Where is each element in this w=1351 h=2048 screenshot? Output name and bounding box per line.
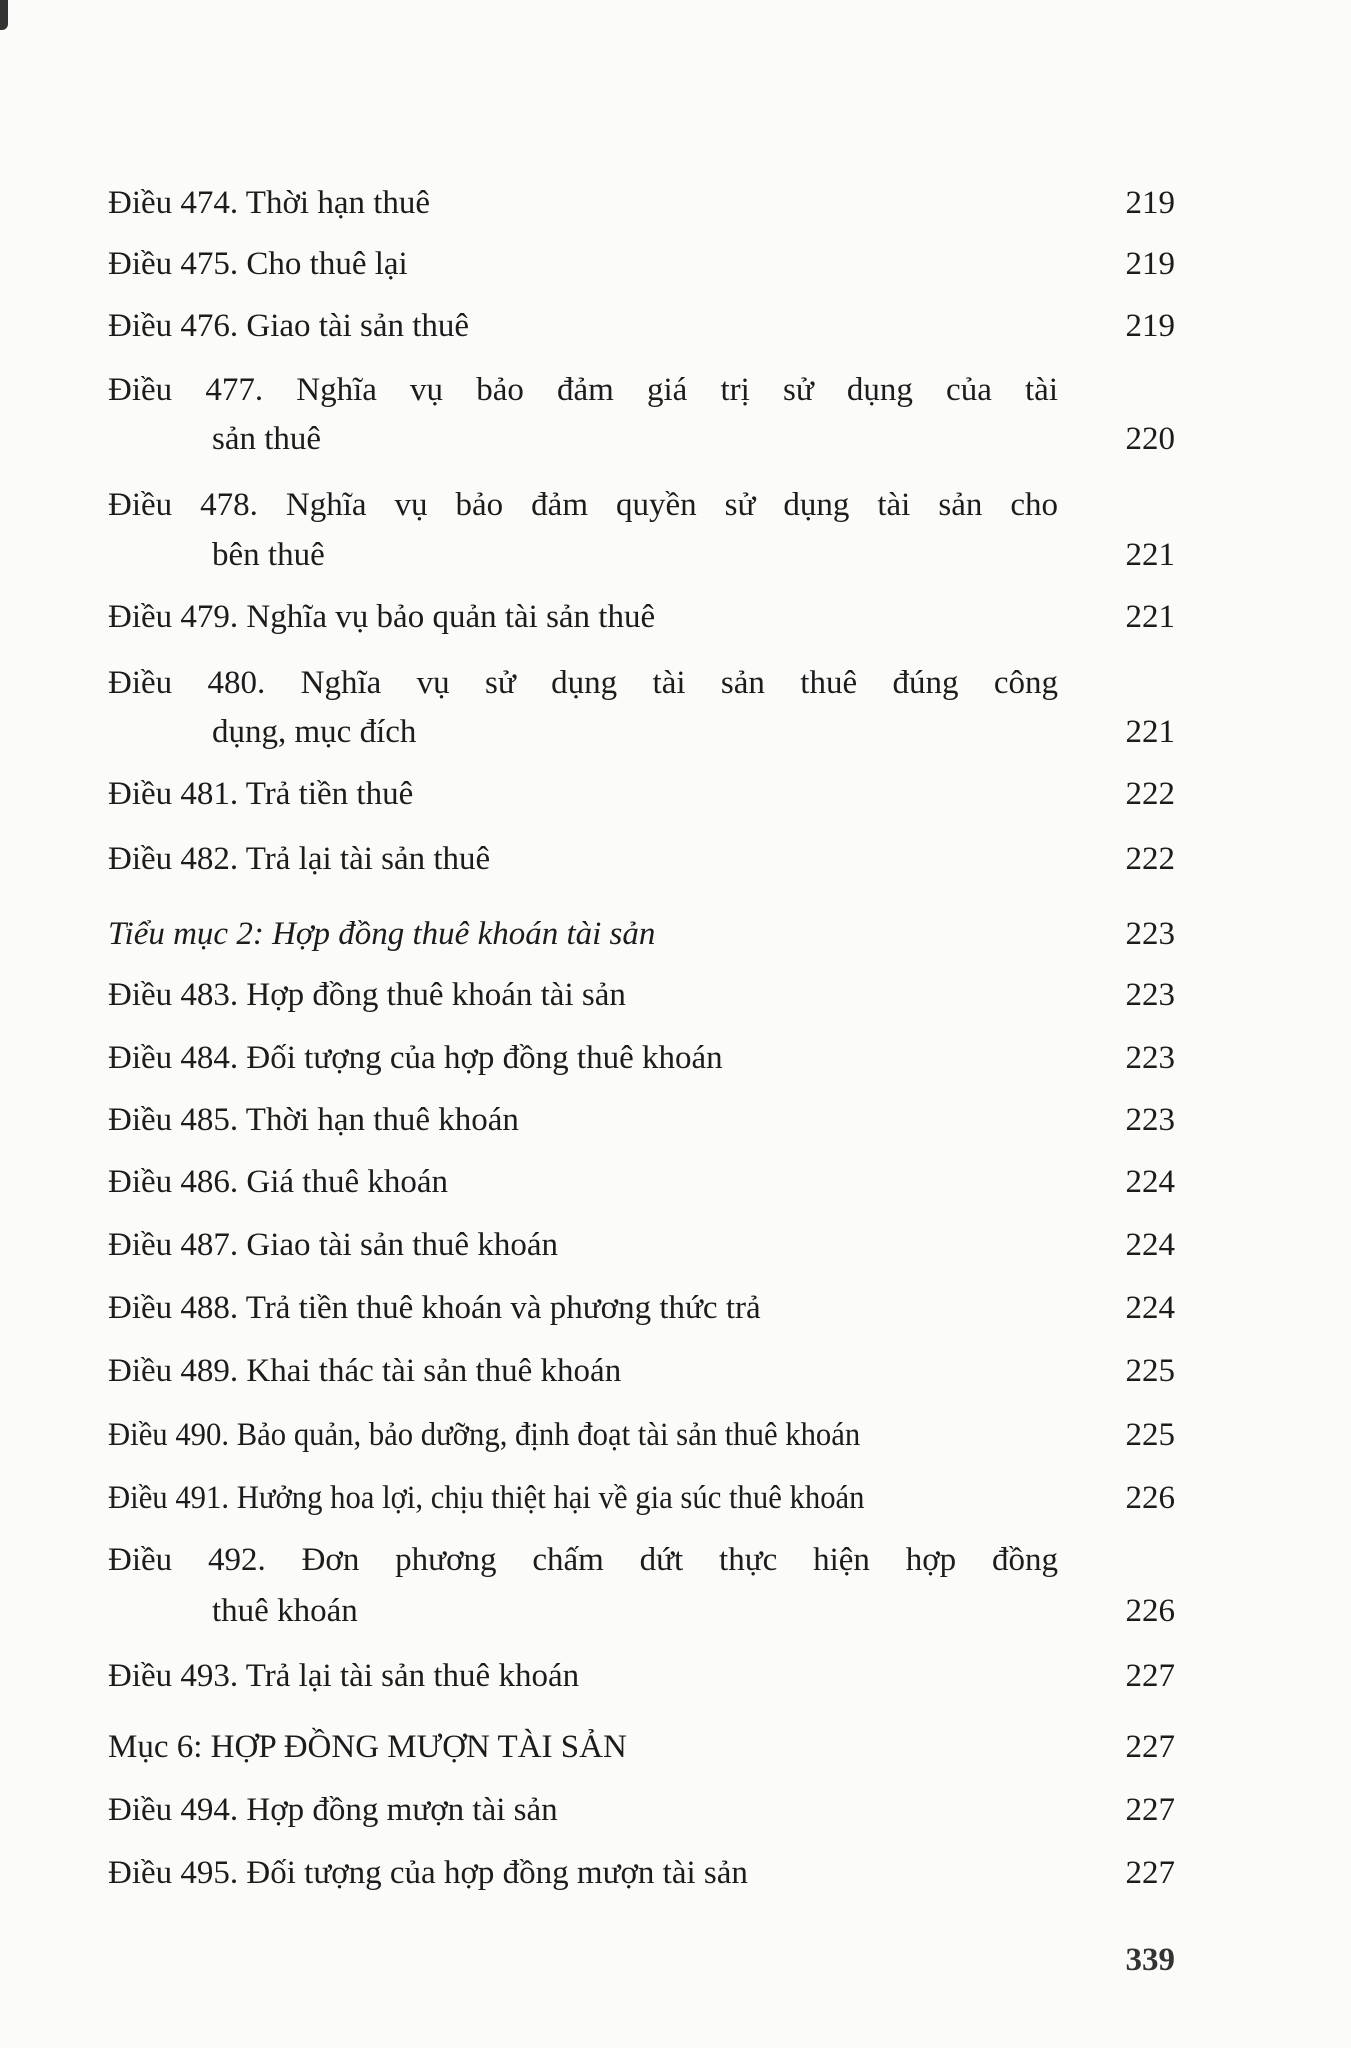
toc-entry-page: 224 [1125,1290,1175,1326]
toc-entry-page: 219 [1125,185,1175,221]
toc-entry-title: Điều 485. Thời hạn thuê khoán [108,1102,519,1138]
toc-entry-title: Điều 477. Nghĩa vụ bảo đảm giá trị sử dụng của tài [108,372,1058,408]
toc-entry-title: Điều 488. Trả tiền thuê khoán và phương thức trả [108,1290,761,1326]
toc-entry-page: 223 [1125,1102,1175,1138]
toc-entry-page: 221 [1125,714,1175,750]
toc-entry-page: 222 [1125,841,1175,877]
toc-entry-page: 224 [1125,1164,1175,1200]
toc-entry-title-continuation: sản thuê [212,421,322,457]
toc-entry-title: Tiểu mục 2: Hợp đồng thuê khoán tài sản [108,916,656,952]
toc-entry-title: Điều 494. Hợp đồng mượn tài sản [108,1792,558,1828]
toc-entry-page: 221 [1125,537,1175,573]
toc-entry-title: Điều 489. Khai thác tài sản thuê khoán [108,1353,622,1389]
page-number: 339 [1125,1942,1175,1978]
toc-entry-page: 224 [1125,1227,1175,1263]
toc-entry-page: 219 [1125,246,1175,282]
toc-entry-page: 223 [1125,1040,1175,1076]
toc-entry-title: Điều 492. Đơn phương chấm dứt thực hiện hợp đồng [108,1542,1058,1578]
toc-entry-page: 225 [1125,1417,1175,1453]
toc-entry-title: Mục 6: HỢP ĐỒNG MƯỢN TÀI SẢN [108,1729,627,1765]
toc-entry-title: Điều 475. Cho thuê lại [108,246,408,282]
toc-entry-title: Điều 484. Đối tượng của hợp đồng thuê khoán [108,1040,723,1076]
toc-entry-title: Điều 490. Bảo quản, bảo dưỡng, định đoạt tài sản thuê khoán [108,1417,861,1453]
toc-entry-page: 226 [1125,1480,1175,1516]
toc-entry-title-continuation: thuê khoán [212,1593,358,1629]
page-edge-mark [0,0,8,30]
toc-entry-title: Điều 486. Giá thuê khoán [108,1164,449,1200]
toc-entry-page: 221 [1125,599,1175,635]
toc-entry-page: 226 [1125,1593,1175,1629]
toc-entry-page: 223 [1125,916,1175,952]
toc-entry-title: Điều 474. Thời hạn thuê [108,185,431,221]
toc-entry-title: Điều 495. Đối tượng của hợp đồng mượn tài sản [108,1855,748,1891]
toc-entry-page: 227 [1125,1658,1175,1694]
toc-entry-title: Điều 491. Hưởng hoa lợi, chịu thiệt hại về gia súc thuê khoán [108,1480,865,1516]
toc-entry-page: 220 [1125,421,1175,457]
toc-entry-title-continuation: dụng, mục đích [212,714,417,750]
toc-entry-page: 223 [1125,977,1175,1013]
toc-entry-title: Điều 476. Giao tài sản thuê [108,308,470,344]
toc-entry-page: 219 [1125,308,1175,344]
toc-entry-title: Điều 493. Trả lại tài sản thuê khoán [108,1658,580,1694]
toc-entry-title: Điều 483. Hợp đồng thuê khoán tài sản [108,977,626,1013]
toc-entry-page: 227 [1125,1855,1175,1891]
toc-entry-page: 225 [1125,1353,1175,1389]
toc-entry-title: Điều 481. Trả tiền thuê [108,776,414,812]
toc-entry-page: 222 [1125,776,1175,812]
toc-entry-title: Điều 478. Nghĩa vụ bảo đảm quyền sử dụng tài sản cho [108,487,1058,523]
toc-entry-title: Điều 479. Nghĩa vụ bảo quản tài sản thuê [108,599,656,635]
toc-entry-title: Điều 480. Nghĩa vụ sử dụng tài sản thuê đúng công [108,665,1058,701]
toc-entry-page: 227 [1125,1792,1175,1828]
toc-entry-title: Điều 487. Giao tài sản thuê khoán [108,1227,558,1263]
toc-entry-page: 227 [1125,1729,1175,1765]
toc-entry-title-continuation: bên thuê [212,537,325,573]
toc-entry-title: Điều 482. Trả lại tài sản thuê [108,841,491,877]
